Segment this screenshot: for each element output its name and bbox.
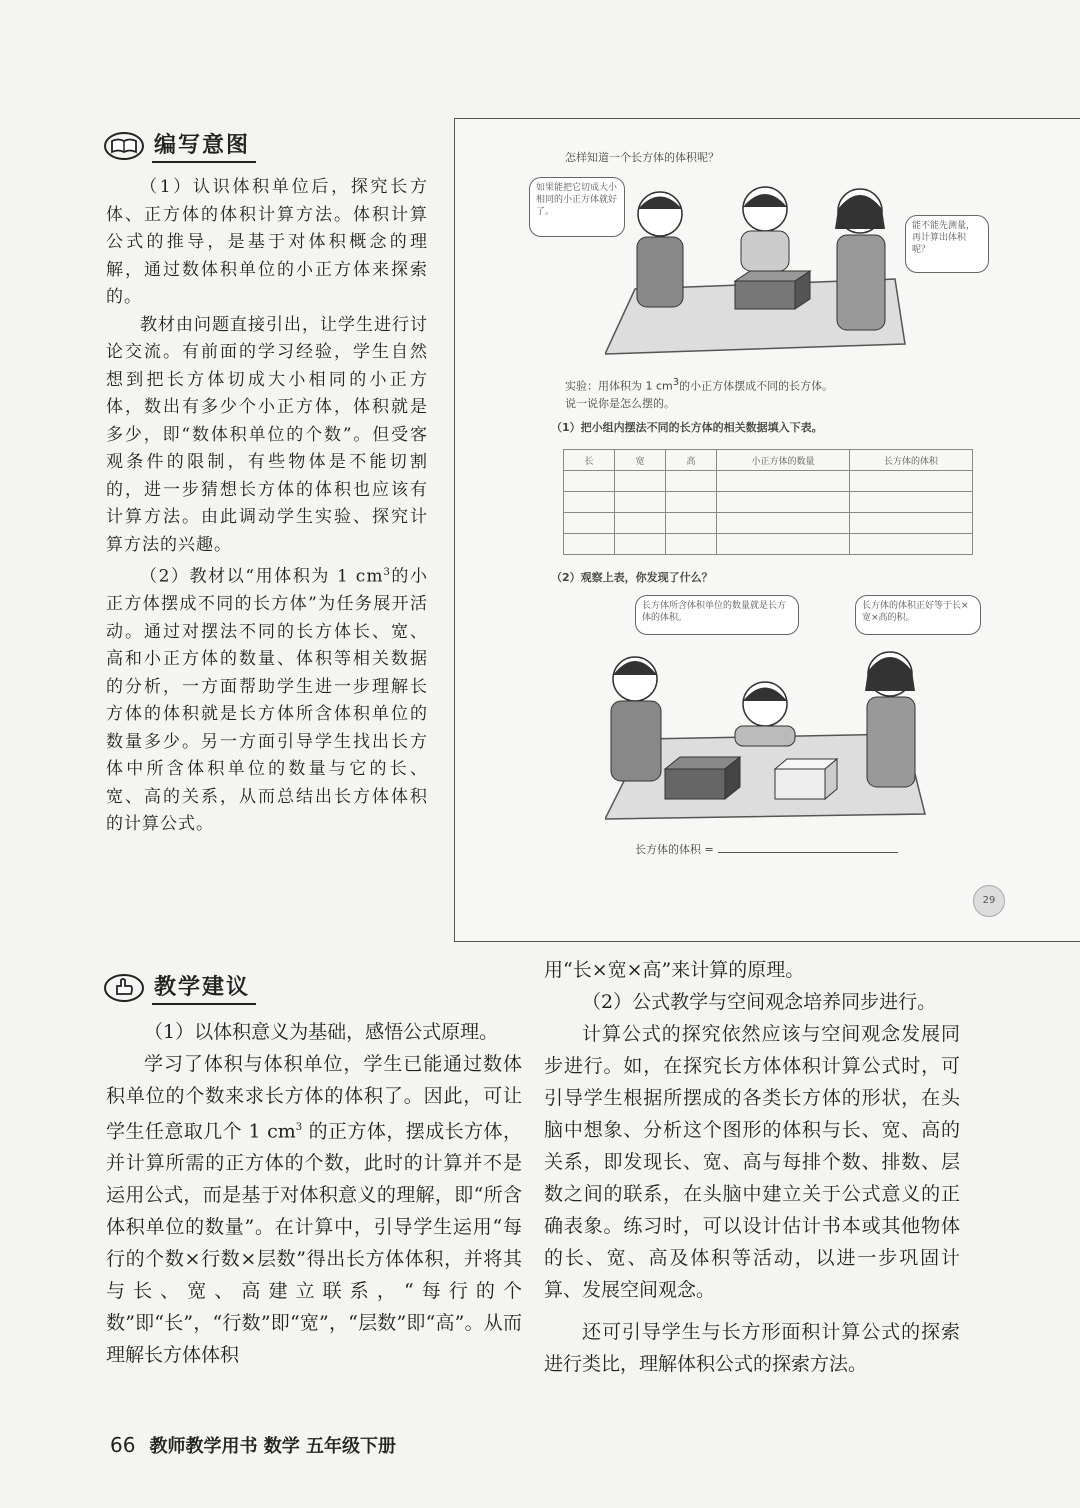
students-illustration-1 — [605, 169, 915, 369]
paragraph: 还可引导学生与长方形面积计算公式的探索进行类比，理解体积公式的探索方法。 — [544, 1321, 960, 1375]
section-heading-suggestions — [104, 970, 256, 1005]
students-illustration-2 — [605, 629, 935, 829]
paragraph: 用“长×宽×高”来计算的原理。 — [544, 959, 805, 981]
section-heading-intent — [104, 128, 256, 163]
paragraph: （2）公式教学与空间观念培养同步进行。 — [582, 991, 937, 1013]
textbook-excerpt — [454, 118, 1080, 942]
page-footer — [110, 1432, 396, 1458]
paragraph: （2）教材以“用体积为 1 $cm^3$的小正方体摆成不同的长方体”为任务展开活动。通过对摆法不同的长方体长、宽、高和小正方体的数量、体积等相关数据的分析，一方面帮助学生进一步理解长方体的体积就是长方体所含体积单位的数量多少。另一方面引导学生找出长方体中所含体积单位的数量与它的长、宽、高的关系，从而总结出长方体体积的计算公式。 — [106, 566, 428, 835]
table-header: 长方体的体积 — [850, 450, 973, 471]
table-row — [564, 513, 973, 534]
textbook-question: 怎样知道一个长方体的体积呢？ — [565, 151, 719, 164]
paragraph: 学习了体积与体积单位，学生已能通过数体积单位的个数来求长方体的体积了。因此，可让学生任意取几个 1 $cm^3$ 的正方体，摆成长方体，并计算所需的正方体的个数，此时的计算并不是运用公式，而是基于对体积意义的理解，即“所含体积单位的数量”。在计算中，引导学生运用“每行的个数×行数×层数”得出长方体体积，并将其与长、宽、高建立联系，“每行的个数”即“长”，“行数”即“宽”，“层数”即“高”。从而理解长方体体积 — [106, 1053, 522, 1367]
page-number: 66 — [110, 1433, 136, 1457]
speech-bubble: 如果能把它切成大小相同的小正方体就好了。 — [529, 177, 625, 237]
hand-pointer-icon — [104, 974, 144, 1002]
paragraph: （1）以体积意义为基础，感悟公式原理。 — [144, 1021, 499, 1043]
section-title: 编写意图 — [152, 128, 256, 163]
table-row — [564, 471, 973, 492]
formula-line: 长方体的体积 = — [635, 841, 898, 857]
data-table — [563, 449, 973, 555]
textbook-page-number: 29 — [973, 885, 1005, 917]
intent-text — [106, 174, 428, 839]
book-title: 教师教学用书 数学 五年级下册 — [149, 1436, 396, 1457]
open-book-icon — [104, 132, 144, 160]
experiment-text-2: 说一说你是怎么摆的。 — [565, 397, 675, 410]
suggestions-right-column — [544, 954, 960, 1380]
speech-bubble: 长方体所含体积单位的数量就是长方体的体积。 — [635, 595, 799, 635]
speech-bubble: 长方体的体积正好等于长×宽×高的积。 — [855, 595, 981, 635]
suggestions-left-column — [106, 1016, 522, 1371]
step-2: （2）观察上表，你发现了什么？ — [551, 571, 713, 584]
experiment-text: 实验：用体积为 1 $cm^3$的小正方体摆成不同的长方体。 — [565, 377, 834, 393]
paragraph: 计算公式的探究依然应该与空间观念发展同步进行。如，在探究长方体体积计算公式时，可引导学生根据所摆成的各类长方体的形状，在头脑中想象、分析这个图形的体积与长、宽、高的关系，即发现长、宽、高与每排个数、排数、层数之间的联系，在头脑中建立关于公式意义的正确表象。练习时，可以设计估计书本或其他物体的长、宽、高及体积等活动，以进一步巩固计算、发展空间观念。 — [544, 1023, 960, 1301]
step-1: （1）把小组内摆法不同的长方体的相关数据填入下表。 — [551, 421, 823, 434]
table-header: 宽 — [615, 450, 666, 471]
section-title: 教学建议 — [152, 970, 256, 1005]
speech-bubble: 能不能先测量，再计算出体积呢？ — [905, 215, 989, 273]
table-row — [564, 492, 973, 513]
paragraph: （1）认识体积单位后，探究长方体、正方体的体积计算方法。体积计算公式的推导，是基于对体积概念的理解，通过数体积单位的小正方体来探索的。 — [106, 177, 428, 307]
table-header-row — [564, 450, 973, 471]
table-header: 高 — [666, 450, 717, 471]
table-header: 长 — [564, 450, 615, 471]
table-row — [564, 534, 973, 555]
table-header: 小正方体的数量 — [717, 450, 850, 471]
paragraph: 教材由问题直接引出，让学生进行讨论交流。有前面的学习经验，学生自然想到把长方体切成大小相同的小正方体，数出有多少个小正方体，体积就是多少，即“数体积单位的个数”。但受客观条件的限制，有些物体是不能切割的，进一步猜想长方体的体积也应该有计算方法。由此调动学生实验、探究计算方法的兴趣。 — [106, 314, 428, 555]
